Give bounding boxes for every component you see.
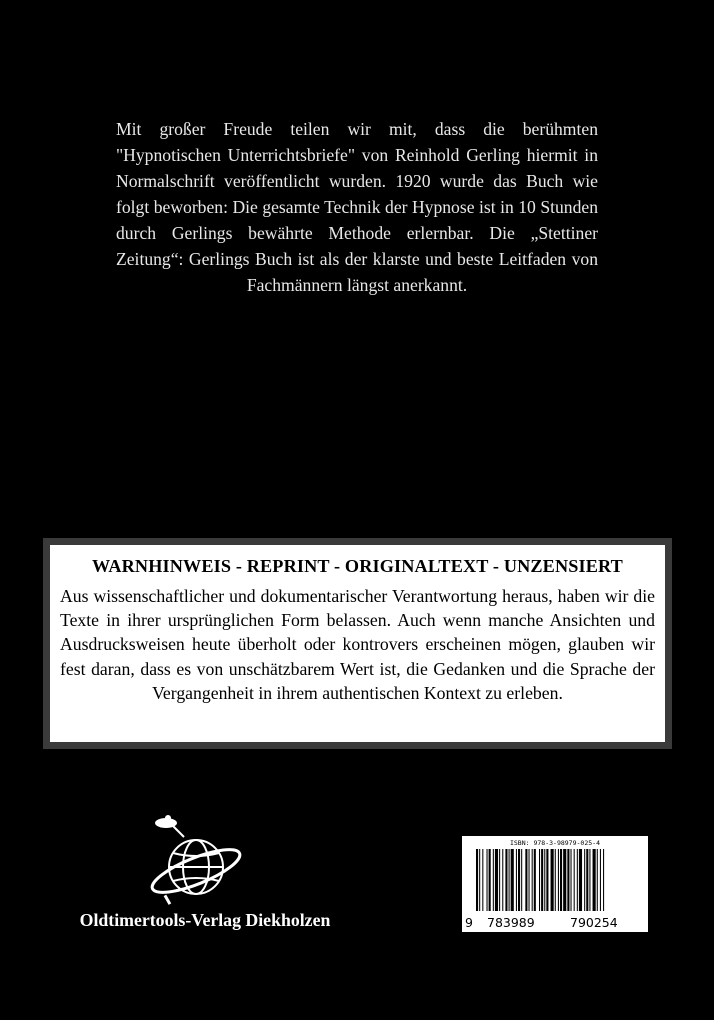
barcode-bar (563, 849, 566, 911)
barcode-bar (493, 849, 494, 911)
barcode-bar (502, 849, 503, 911)
warning-title: WARNHINWEIS - REPRINT - ORIGINALTEXT - UNZENSIERT (92, 556, 623, 576)
barcode-bar (597, 849, 598, 911)
barcode-bar (534, 849, 536, 911)
barcode-bar (555, 849, 556, 911)
barcode-bar (511, 849, 514, 911)
barcode-bar (586, 849, 588, 911)
barcode-bar (495, 849, 498, 911)
isbn-label: ISBN: 978-3-98979-025-4 (509, 839, 600, 847)
barcode-digit-group-2: 790254 (570, 915, 618, 930)
barcode-bar (584, 849, 585, 911)
warning-body: Aus wissenschaftlicher und dokumentarischer Verantwortung heraus, haben wir die Texte in ihrer ursprünglichen Form belassen. Auch wenn manche Ansichten und Ausdrucksweisen heute überholt oder kontrovers erscheinen mögen, glauben wir fest daran, dass es von unschätzbarem Wert ist, die Gedanken und die Sprache der Vergangenheit in ihrem authentischen Kontext zu erleben. (60, 586, 655, 703)
barcode-digit-group-1: 783989 (487, 915, 535, 930)
barcode-bar (529, 849, 530, 911)
barcode-bar (541, 849, 543, 911)
barcode-bar (516, 849, 517, 911)
barcode-bar (603, 849, 604, 911)
barcode-bar (551, 849, 554, 911)
barcode-bar (518, 849, 520, 911)
barcode-bar (487, 849, 488, 911)
barcode-bar (593, 849, 596, 911)
barcode-digits (465, 915, 645, 929)
barcode-bar (544, 849, 545, 911)
barcode-bar (476, 849, 478, 911)
barcode-bar (574, 849, 575, 911)
barcode-bar (505, 849, 507, 911)
warning-box (43, 538, 672, 749)
barcode-bar (546, 849, 548, 911)
barcode-bar (509, 849, 510, 911)
barcode-bar (589, 849, 590, 911)
isbn-barcode (462, 836, 648, 932)
barcode-digit-prefix: 9 (465, 915, 473, 930)
barcode-bar (532, 849, 533, 911)
barcode-bar (482, 849, 483, 911)
back-cover-blurb: Mit großer Freude teilen wir mit, dass die berühmten "Hypnotischen Unterrichtsbriefe" von Reinhold Gerling hiermit in Normalschrift veröffentlicht wurden. 1920 wurde das Buch wie folgt beworben: Die gesamte Technik der Hypnose ist in 10 Stunden durch Gerlings bewährte Methode erlernbar. Die „Stettiner Zeitung“: Gerlings Buch ist als der klarste und beste Leitfaden von Fachmännern längst anerkannt. (116, 119, 598, 295)
barcode-bar (499, 849, 500, 911)
barcode-bar (571, 849, 572, 911)
barcode-bar (567, 849, 569, 911)
barcode-bar (489, 849, 491, 911)
barcode-bar (560, 849, 562, 911)
barcode-bar (577, 849, 578, 911)
barcode-bar (521, 849, 522, 911)
barcode-bar (479, 849, 480, 911)
barcode-bar (525, 849, 527, 911)
publisher-name: Oldtimertools-Verlag Diekholzen (79, 910, 331, 930)
barcode-bars (476, 849, 642, 911)
barcode-bar (558, 849, 559, 911)
globe-ring-logo-icon (146, 815, 246, 910)
barcode-bar (600, 849, 601, 911)
barcode-bar (539, 849, 540, 911)
barcode-bar (579, 849, 582, 911)
